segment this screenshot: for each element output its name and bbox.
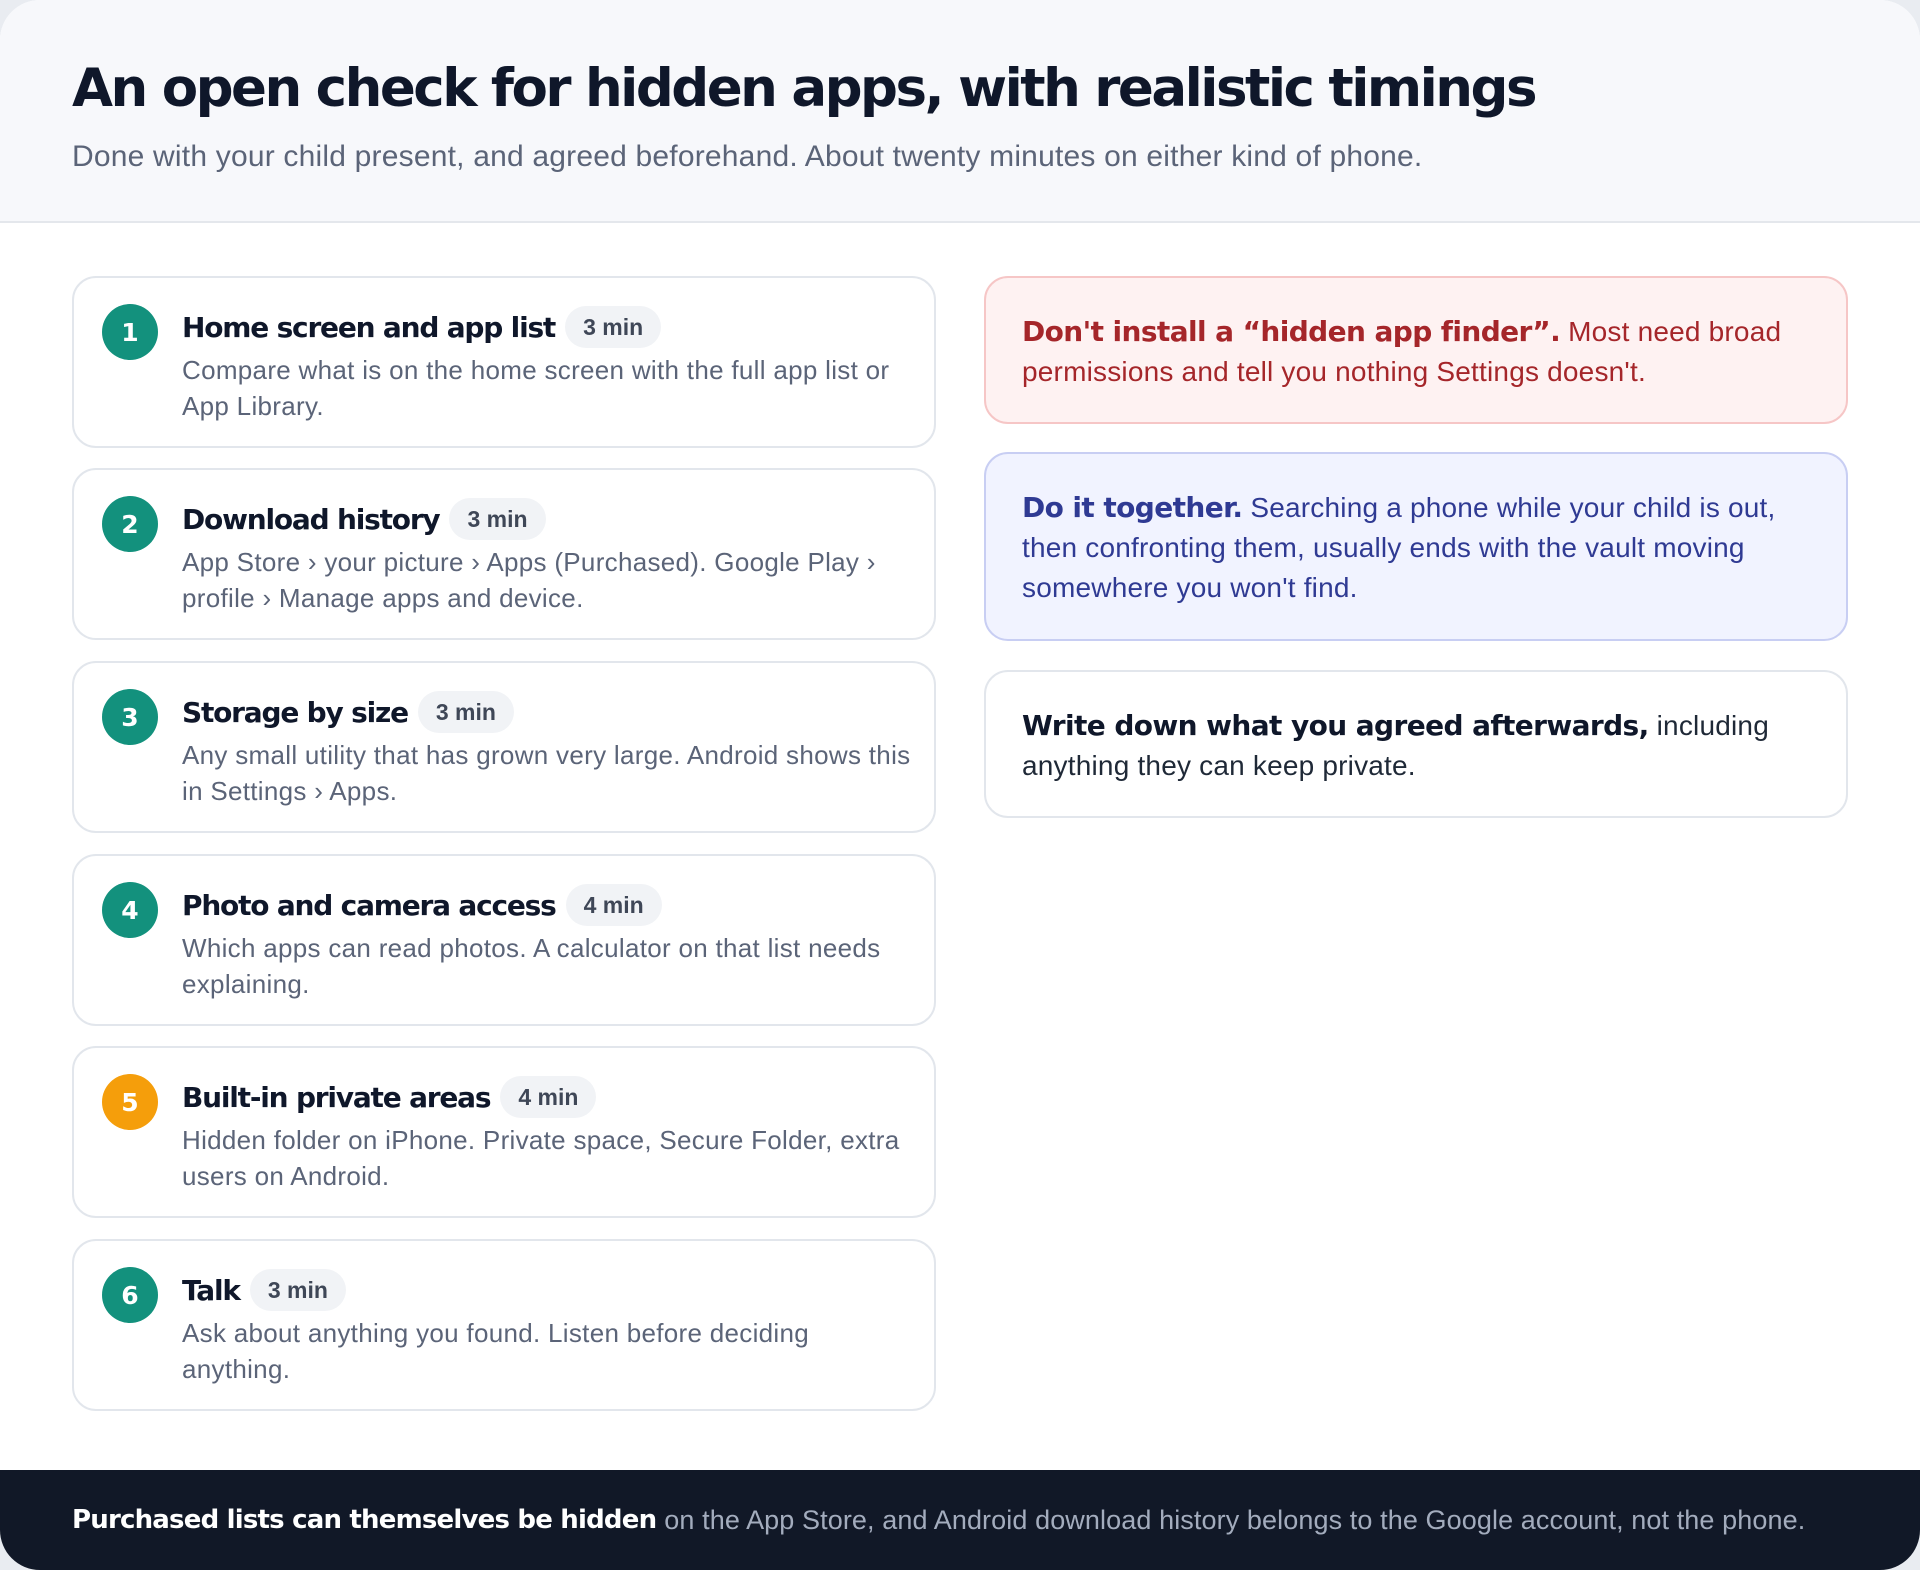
page-subtitle: Done with your child present, and agreed beforehand. About twenty minutes on either kind of phone. <box>72 140 1423 173</box>
warning-note-text: Most need broad permissions and tell you nothing Settings doesn't. <box>1022 316 1782 387</box>
warning-note <box>984 276 1848 424</box>
step-description: Ask about anything you found. Listen before deciding anything. <box>182 1318 810 1384</box>
time-badge: 3 min <box>418 691 514 733</box>
step-number-badge: 3 <box>102 689 158 745</box>
step-title: Home screen and app list <box>182 310 556 344</box>
step-card <box>72 276 936 448</box>
step-card <box>72 1046 936 1218</box>
time-badge: 3 min <box>449 498 545 540</box>
record-note <box>984 670 1848 818</box>
step-title: Storage by size <box>182 695 408 729</box>
footer-banner <box>0 1470 1920 1570</box>
footer-text: on the App Store, and Android download history belongs to the Google account, not the phone. <box>664 1504 1806 1535</box>
step-card <box>72 468 936 640</box>
together-note-text: Searching a phone while your child is out, then confronting them, usually ends with the vault moving somewhere you won't find. <box>1022 492 1776 603</box>
step-description: Compare what is on the home screen with the full app list or App Library. <box>182 355 890 421</box>
step-title: Built-in private areas <box>182 1080 491 1114</box>
step-header <box>182 496 546 542</box>
step-number-badge: 4 <box>102 882 158 938</box>
warning-note-strong: Don't install a “hidden app finder”. <box>1022 315 1561 348</box>
time-badge: 3 min <box>565 306 661 348</box>
step-header <box>182 1267 346 1313</box>
together-note-strong: Do it together. <box>1022 491 1243 524</box>
record-note-strong: Write down what you agreed afterwards, <box>1022 709 1649 742</box>
step-number-badge: 5 <box>102 1074 158 1130</box>
time-badge: 4 min <box>566 884 662 926</box>
step-title: Talk <box>182 1273 240 1307</box>
step-header <box>182 882 662 928</box>
record-note-text: including anything they can keep private. <box>1022 710 1769 781</box>
step-description: Hidden folder on iPhone. Private space, Secure Folder, extra users on Android. <box>182 1125 900 1191</box>
step-description: App Store › your picture › Apps (Purchased). Google Play › profile › Manage apps and device. <box>182 547 876 613</box>
step-header <box>182 1074 596 1120</box>
step-card <box>72 661 936 833</box>
step-number-badge: 1 <box>102 304 158 360</box>
step-title: Photo and camera access <box>182 888 556 922</box>
step-header <box>182 304 661 350</box>
step-card <box>72 854 936 1026</box>
page-header <box>0 0 1920 223</box>
step-number-badge: 6 <box>102 1267 158 1323</box>
together-note <box>984 452 1848 641</box>
time-badge: 4 min <box>500 1076 596 1118</box>
step-card <box>72 1239 936 1411</box>
step-description: Which apps can read photos. A calculator on that list needs explaining. <box>182 933 881 999</box>
step-number-badge: 2 <box>102 496 158 552</box>
step-description: Any small utility that has grown very large. Android shows this in Settings › Apps. <box>182 740 911 806</box>
step-header <box>182 689 514 735</box>
footer-strong: Purchased lists can themselves be hidden <box>72 1505 657 1535</box>
page-title: An open check for hidden apps, with realistic timings <box>72 58 1535 119</box>
time-badge: 3 min <box>250 1269 346 1311</box>
step-title: Download history <box>182 502 440 536</box>
